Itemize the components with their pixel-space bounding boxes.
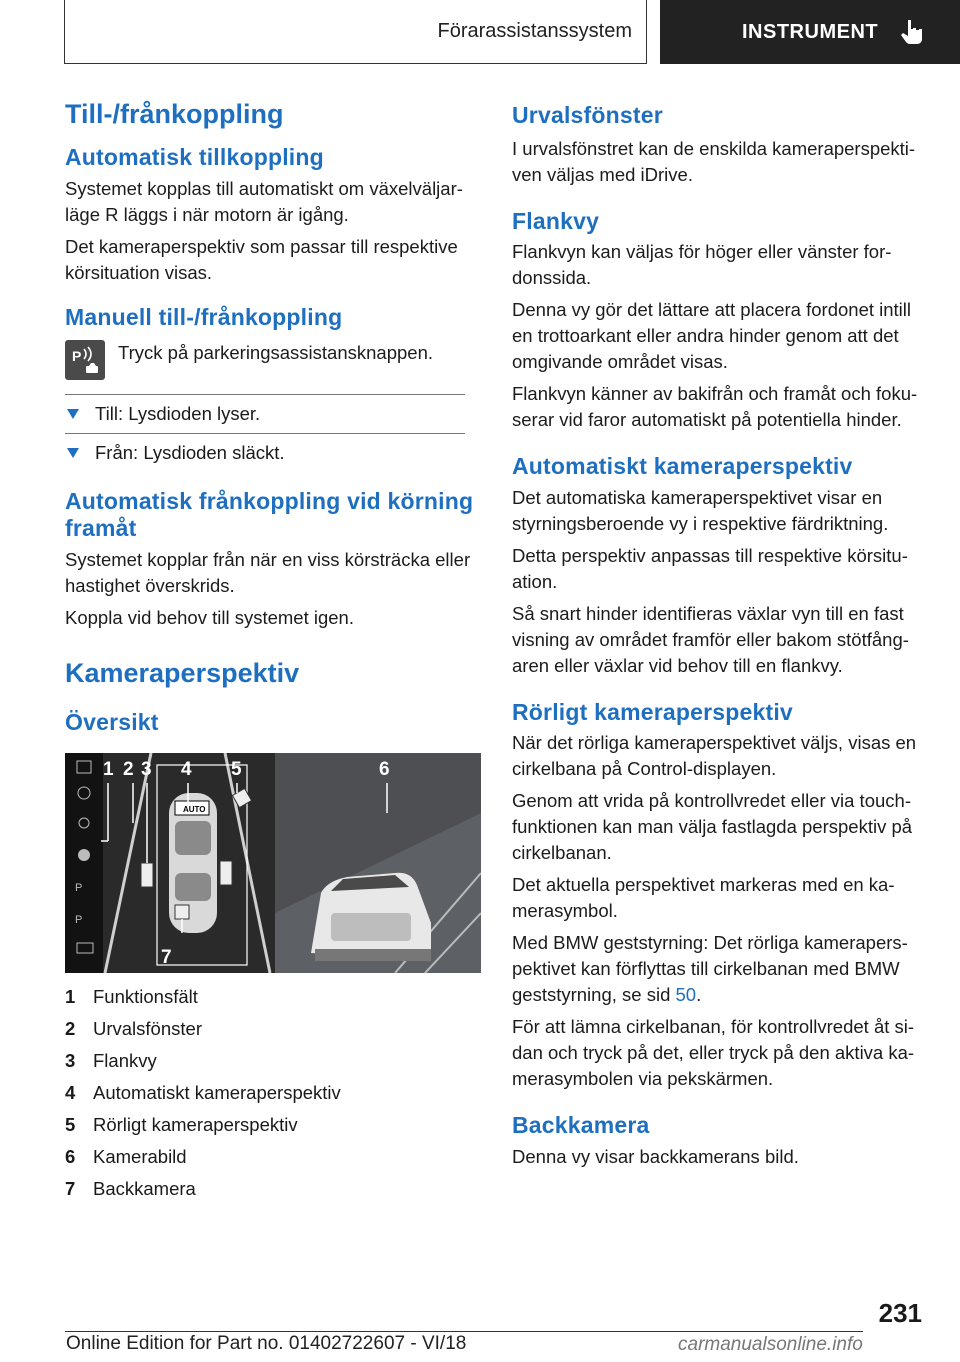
parking-assistant-button-icon xyxy=(65,340,105,380)
camera-screen-illustration xyxy=(65,753,481,973)
legend-row: 1 Funktionsfält xyxy=(65,985,198,1007)
heading-backkamera: Backkamera xyxy=(512,1112,650,1139)
callout-7: 7 xyxy=(161,946,172,968)
svg-text:P: P xyxy=(75,913,83,926)
auto-badge: AUTO xyxy=(183,804,206,814)
svg-text:P: P xyxy=(75,881,83,894)
callout-2: 2 xyxy=(123,758,134,780)
heading-urvalsfonster: Urvalsfönster xyxy=(512,102,663,128)
heading-manuell-koppling: Manuell till-/frånkoppling xyxy=(65,303,343,330)
left-column xyxy=(65,98,483,1205)
list-item-text: Till: Lysdioden lyser. xyxy=(95,402,261,424)
list-item xyxy=(65,440,483,466)
figure-legend xyxy=(65,981,483,1205)
callout-5: 5 xyxy=(231,758,242,780)
callout-6: 6 xyxy=(379,758,390,780)
triangle-bullet-icon xyxy=(67,409,79,419)
paragraph: Tryck på parkeringsassistansknappen. xyxy=(118,341,433,363)
paragraph: Systemet kopplar från när en viss körsträcka eller hastighet överskrids. xyxy=(65,548,471,596)
header-chapter-tab xyxy=(660,0,960,64)
paragraph: Flankvyn känner av bakifrån och framåt och fokuserar vid faror automatiskt på potentiella hinder. xyxy=(512,383,918,431)
heading-kameraperspektiv: Kameraperspektiv xyxy=(65,657,300,688)
legend-row: 7 Backkamera xyxy=(65,1177,196,1199)
header-chapter-title: INSTRUMENT xyxy=(742,20,879,43)
paragraph: För att lämna cirkelbanan, för kontrollvredet åt sidan och tryck på det, eller tryck på den aktiva kamerasymbolen via pekskärmen. xyxy=(512,1016,915,1090)
heading-oversikt: Översikt xyxy=(65,709,159,736)
right-column xyxy=(512,102,928,1170)
paragraph: Det automatiska kameraperspektivet visar en styrningsberoende vy i respektive färdriktning. xyxy=(512,486,889,534)
button-instruction xyxy=(65,340,483,380)
heading-rorligt-kameraperspektiv: Rörligt kameraperspektiv xyxy=(512,698,793,725)
svg-text:P: P xyxy=(72,347,82,364)
paragraph: Systemet kopplas till automatiskt om växelväljarläge R läggs i när motorn är igång. xyxy=(65,177,463,225)
page-link-50[interactable]: 50 xyxy=(675,984,697,1006)
legend-row: 2 Urvalsfönster xyxy=(65,1017,202,1039)
callout-1: 1 xyxy=(103,758,114,780)
list-item-text: Från: Lysdioden släckt. xyxy=(95,441,285,463)
paragraph: Genom att vrida på kontrollvredet eller via touchfunktionen kan man välja fastlagda perspektiv på cirkelbanan. xyxy=(512,790,913,864)
callout-4: 4 xyxy=(181,758,192,780)
camera-overview-figure xyxy=(65,753,481,973)
list-item xyxy=(65,401,483,427)
paragraph: Det aktuella perspektivet markeras med en kamerasymbol. xyxy=(512,874,895,922)
heading-automatisk-frankoppling: Automatisk frånkoppling vid körning framåt xyxy=(65,487,474,542)
footer-edition: Online Edition for Part no. 01402722607 - VI/18 xyxy=(66,1333,467,1354)
paragraph: Koppla vid behov till systemet igen. xyxy=(65,606,354,628)
paragraph: När det rörliga kameraperspektivet väljs, visas en cirkelbana på Control-displayen. xyxy=(512,732,917,780)
footer-divider xyxy=(65,1331,863,1332)
legend-row: 4 Automatiskt kameraperspektiv xyxy=(65,1081,341,1103)
heading-automatisk-tillkoppling: Automatisk tillkoppling xyxy=(65,144,324,171)
paragraph: Med BMW geststyrning: Det rörliga kameraperspektivet kan förflyttas till cirkelbanan med BMW geststyrning, se sid 50. xyxy=(512,932,908,1006)
watermark: carmanualsonline.info xyxy=(678,1334,863,1355)
pointing-hand-icon xyxy=(900,19,924,45)
paragraph: I urvalsfönstret kan de enskilda kameraperspektiven väljas med iDrive. xyxy=(512,137,916,185)
legend-row: 6 Kamerabild xyxy=(65,1145,187,1167)
callout-3: 3 xyxy=(141,758,152,780)
paragraph: Så snart hinder identifieras växlar vyn till en fast visning av området framför eller bakom stötfångaren eller växlar vid behov till en flankvy. xyxy=(512,602,909,676)
legend-row: 3 Flankvy xyxy=(65,1049,157,1071)
legend-row: 5 Rörligt kameraperspektiv xyxy=(65,1113,298,1135)
paragraph: Detta perspektiv anpassas till respektive körsituation. xyxy=(512,544,908,592)
paragraph: Denna vy gör det lättare att placera fordonet intill en trottoarkant eller andra hinder genom att det omgivande området visas. xyxy=(512,299,912,373)
heading-till-franskoppling: Till-/frånkoppling xyxy=(65,99,284,129)
heading-automatiskt-kameraperspektiv: Automatiskt kameraperspektiv xyxy=(512,453,853,480)
header-section-title: Förarassistanssystem xyxy=(437,20,632,42)
paragraph: Det kameraperspektiv som passar till respektive körsituation visas. xyxy=(65,235,458,283)
heading-flankvy: Flankvy xyxy=(512,207,600,234)
triangle-bullet-icon xyxy=(67,448,79,458)
paragraph: Flankvyn kan väljas för höger eller vänster fordonssida. xyxy=(512,241,892,289)
paragraph: Denna vy visar backkamerans bild. xyxy=(512,1145,799,1167)
header-section-tab xyxy=(64,0,647,64)
page-number: 231 xyxy=(878,1298,922,1328)
